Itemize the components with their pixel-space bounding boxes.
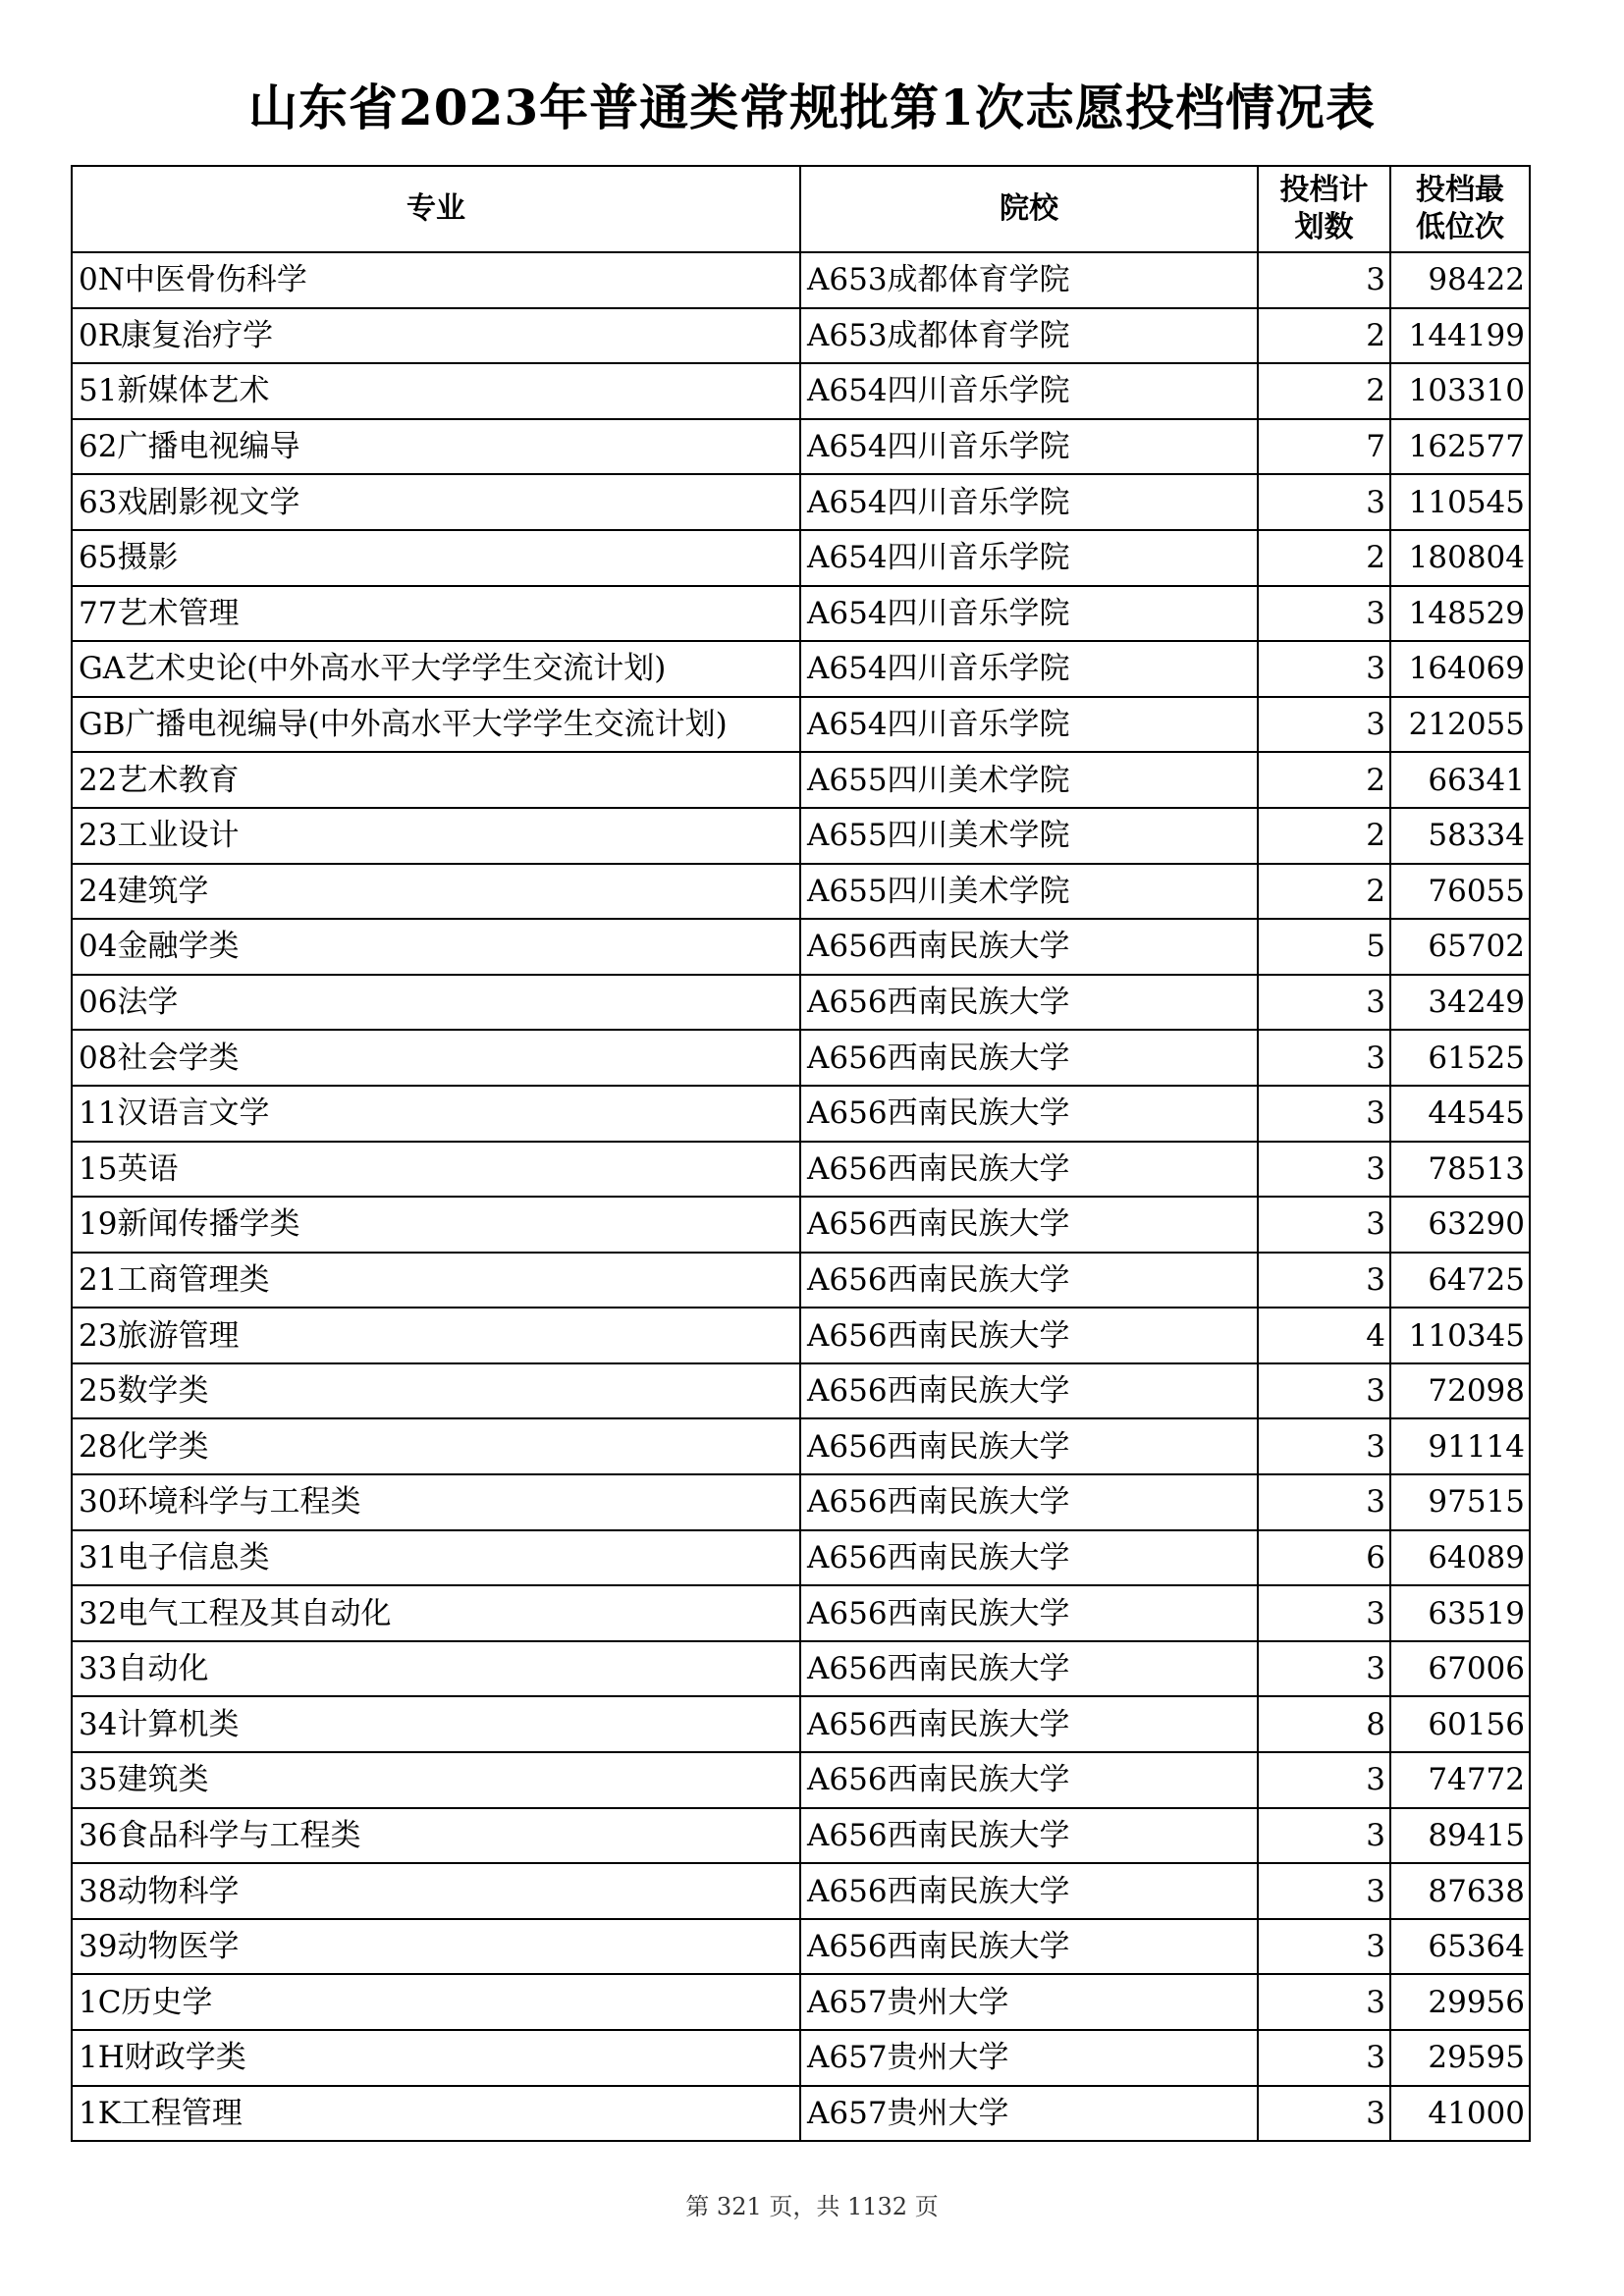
min-rank-cell: 110545 (1390, 474, 1530, 530)
school-cell: A656西南民族大学 (800, 1086, 1258, 1142)
table-row (72, 2030, 1530, 2086)
plan-count-cell: 3 (1258, 474, 1390, 530)
table-row (72, 1253, 1530, 1308)
plan-count-cell: 3 (1258, 1919, 1390, 1975)
header-rank-line1: 投档最 (1416, 173, 1504, 207)
school-cell: A655四川美术学院 (800, 808, 1258, 864)
table-row (72, 586, 1530, 642)
min-rank-cell: 63290 (1390, 1197, 1530, 1253)
school-cell: A656西南民族大学 (800, 1752, 1258, 1808)
header-school: 院校 (800, 166, 1258, 252)
table-row (72, 1363, 1530, 1419)
table-row (72, 363, 1530, 419)
school-cell: A654四川音乐学院 (800, 586, 1258, 642)
major-cell: 34计算机类 (72, 1696, 800, 1752)
plan-count-cell: 2 (1258, 530, 1390, 586)
min-rank-cell: 162577 (1390, 419, 1530, 475)
plan-count-cell: 3 (1258, 1086, 1390, 1142)
school-cell: A656西南民族大学 (800, 1197, 1258, 1253)
major-cell: 32电气工程及其自动化 (72, 1585, 800, 1641)
major-cell: 22艺术教育 (72, 752, 800, 808)
table-row (72, 1863, 1530, 1919)
table-row (72, 252, 1530, 308)
min-rank-cell: 64089 (1390, 1530, 1530, 1586)
plan-count-cell: 7 (1258, 419, 1390, 475)
major-cell: 21工商管理类 (72, 1253, 800, 1308)
table-row (72, 1696, 1530, 1752)
table-row (72, 1808, 1530, 1864)
major-cell: 04金融学类 (72, 919, 800, 975)
major-cell: 38动物科学 (72, 1863, 800, 1919)
plan-count-cell: 3 (1258, 1030, 1390, 1086)
min-rank-cell: 66341 (1390, 752, 1530, 808)
table-row (72, 1197, 1530, 1253)
min-rank-cell: 44545 (1390, 1086, 1530, 1142)
plan-count-cell: 3 (1258, 1363, 1390, 1419)
major-cell: 39动物医学 (72, 1919, 800, 1975)
admission-table (71, 165, 1531, 2142)
school-cell: A654四川音乐学院 (800, 641, 1258, 697)
min-rank-cell: 144199 (1390, 308, 1530, 364)
min-rank-cell: 65702 (1390, 919, 1530, 975)
major-cell: GA艺术史论(中外高水平大学学生交流计划) (72, 641, 800, 697)
major-cell: 36食品科学与工程类 (72, 1808, 800, 1864)
school-cell: A656西南民族大学 (800, 1418, 1258, 1474)
school-cell: A656西南民族大学 (800, 919, 1258, 975)
school-cell: A654四川音乐学院 (800, 419, 1258, 475)
major-cell: 30环境科学与工程类 (72, 1474, 800, 1530)
table-row (72, 808, 1530, 864)
school-cell: A654四川音乐学院 (800, 697, 1258, 753)
table-row (72, 530, 1530, 586)
major-cell: 51新媒体艺术 (72, 363, 800, 419)
header-plan-count (1258, 166, 1390, 252)
min-rank-cell: 34249 (1390, 975, 1530, 1031)
min-rank-cell: 29595 (1390, 2030, 1530, 2086)
min-rank-cell: 67006 (1390, 1641, 1530, 1697)
min-rank-cell: 148529 (1390, 586, 1530, 642)
table-row (72, 419, 1530, 475)
school-cell: A657贵州大学 (800, 2030, 1258, 2086)
min-rank-cell: 91114 (1390, 1418, 1530, 1474)
min-rank-cell: 89415 (1390, 1808, 1530, 1864)
school-cell: A656西南民族大学 (800, 1363, 1258, 1419)
table-row (72, 1919, 1530, 1975)
plan-count-cell: 3 (1258, 2086, 1390, 2142)
min-rank-cell: 65364 (1390, 1919, 1530, 1975)
plan-count-cell: 3 (1258, 1641, 1390, 1697)
table-row (72, 1418, 1530, 1474)
major-cell: 25数学类 (72, 1363, 800, 1419)
plan-count-cell: 3 (1258, 1197, 1390, 1253)
table-row (72, 1030, 1530, 1086)
major-cell: 33自动化 (72, 1641, 800, 1697)
page-title: 山东省2023年普通类常规批第1次志愿投档情况表 (248, 79, 1376, 136)
plan-count-cell: 8 (1258, 1696, 1390, 1752)
header-plan-line1: 投档计 (1279, 173, 1369, 207)
min-rank-cell: 74772 (1390, 1752, 1530, 1808)
plan-count-cell: 3 (1258, 1752, 1390, 1808)
major-cell: 1C历史学 (72, 1974, 800, 2030)
table-row (72, 1308, 1530, 1363)
school-cell: A657贵州大学 (800, 1974, 1258, 2030)
page-footer: 第 321 页，共 1132 页 (685, 2193, 939, 2220)
table-row (72, 864, 1530, 920)
major-cell: 31电子信息类 (72, 1530, 800, 1586)
major-cell: 77艺术管理 (72, 586, 800, 642)
major-cell: 08社会学类 (72, 1030, 800, 1086)
plan-count-cell: 3 (1258, 697, 1390, 753)
plan-count-cell: 3 (1258, 252, 1390, 308)
table-row (72, 919, 1530, 975)
school-cell: A656西南民族大学 (800, 1641, 1258, 1697)
table-row (72, 1530, 1530, 1586)
min-rank-cell: 41000 (1390, 2086, 1530, 2142)
major-cell: 0N中医骨伤科学 (72, 252, 800, 308)
major-cell: 24建筑学 (72, 864, 800, 920)
school-cell: A656西南民族大学 (800, 1030, 1258, 1086)
school-cell: A656西南民族大学 (800, 1808, 1258, 1864)
major-cell: 15英语 (72, 1142, 800, 1198)
school-cell: A654四川音乐学院 (800, 530, 1258, 586)
table-row (72, 1585, 1530, 1641)
table-row (72, 1474, 1530, 1530)
school-cell: A656西南民族大学 (800, 1308, 1258, 1363)
major-cell: 06法学 (72, 975, 800, 1031)
header-min-rank (1390, 166, 1530, 252)
plan-count-cell: 3 (1258, 1974, 1390, 2030)
min-rank-cell: 76055 (1390, 864, 1530, 920)
min-rank-cell: 29956 (1390, 1974, 1530, 2030)
table-row (72, 474, 1530, 530)
plan-count-cell: 3 (1258, 1253, 1390, 1308)
table-row (72, 1974, 1530, 2030)
min-rank-cell: 64725 (1390, 1253, 1530, 1308)
school-cell: A654四川音乐学院 (800, 474, 1258, 530)
table-header-row (72, 166, 1530, 252)
school-cell: A656西南民族大学 (800, 1696, 1258, 1752)
min-rank-cell: 103310 (1390, 363, 1530, 419)
school-cell: A656西南民族大学 (800, 1863, 1258, 1919)
major-cell: 23工业设计 (72, 808, 800, 864)
school-cell: A657贵州大学 (800, 2086, 1258, 2142)
min-rank-cell: 97515 (1390, 1474, 1530, 1530)
table-row (72, 752, 1530, 808)
school-cell: A654四川音乐学院 (800, 363, 1258, 419)
major-cell: 65摄影 (72, 530, 800, 586)
header-major: 专业 (72, 166, 800, 252)
major-cell: 1K工程管理 (72, 2086, 800, 2142)
min-rank-cell: 63519 (1390, 1585, 1530, 1641)
min-rank-cell: 87638 (1390, 1863, 1530, 1919)
table-row (72, 1086, 1530, 1142)
table-row (72, 641, 1530, 697)
school-cell: A656西南民族大学 (800, 1919, 1258, 1975)
min-rank-cell: 61525 (1390, 1030, 1530, 1086)
plan-count-cell: 3 (1258, 2030, 1390, 2086)
major-cell: 11汉语言文学 (72, 1086, 800, 1142)
plan-count-cell: 3 (1258, 1863, 1390, 1919)
plan-count-cell: 3 (1258, 1418, 1390, 1474)
major-cell: 35建筑类 (72, 1752, 800, 1808)
header-plan-line2: 划数 (1294, 210, 1354, 244)
school-cell: A656西南民族大学 (800, 1253, 1258, 1308)
plan-count-cell: 3 (1258, 641, 1390, 697)
major-cell: 0R康复治疗学 (72, 308, 800, 364)
plan-count-cell: 2 (1258, 308, 1390, 364)
min-rank-cell: 58334 (1390, 808, 1530, 864)
min-rank-cell: 60156 (1390, 1696, 1530, 1752)
table-row (72, 308, 1530, 364)
table-row (72, 1142, 1530, 1198)
major-cell: 19新闻传播学类 (72, 1197, 800, 1253)
plan-count-cell: 2 (1258, 864, 1390, 920)
min-rank-cell: 98422 (1390, 252, 1530, 308)
plan-count-cell: 3 (1258, 975, 1390, 1031)
major-cell: 23旅游管理 (72, 1308, 800, 1363)
table-row (72, 975, 1530, 1031)
min-rank-cell: 212055 (1390, 697, 1530, 753)
major-cell: 28化学类 (72, 1418, 800, 1474)
major-cell: 63戏剧影视文学 (72, 474, 800, 530)
school-cell: A656西南民族大学 (800, 975, 1258, 1031)
major-cell: 62广播电视编导 (72, 419, 800, 475)
plan-count-cell: 4 (1258, 1308, 1390, 1363)
table-row (72, 1641, 1530, 1697)
table-body (72, 252, 1530, 2141)
min-rank-cell: 180804 (1390, 530, 1530, 586)
plan-count-cell: 6 (1258, 1530, 1390, 1586)
school-cell: A656西南民族大学 (800, 1585, 1258, 1641)
plan-count-cell: 2 (1258, 752, 1390, 808)
table-row (72, 1752, 1530, 1808)
plan-count-cell: 3 (1258, 1474, 1390, 1530)
major-cell: 1H财政学类 (72, 2030, 800, 2086)
school-cell: A653成都体育学院 (800, 252, 1258, 308)
school-cell: A655四川美术学院 (800, 864, 1258, 920)
plan-count-cell: 2 (1258, 363, 1390, 419)
school-cell: A655四川美术学院 (800, 752, 1258, 808)
plan-count-cell: 3 (1258, 586, 1390, 642)
table-row (72, 697, 1530, 753)
school-cell: A656西南民族大学 (800, 1530, 1258, 1586)
min-rank-cell: 164069 (1390, 641, 1530, 697)
min-rank-cell: 78513 (1390, 1142, 1530, 1198)
plan-count-cell: 3 (1258, 1808, 1390, 1864)
school-cell: A653成都体育学院 (800, 308, 1258, 364)
school-cell: A656西南民族大学 (800, 1474, 1258, 1530)
table-row (72, 2086, 1530, 2142)
major-cell: GB广播电视编导(中外高水平大学学生交流计划) (72, 697, 800, 753)
plan-count-cell: 3 (1258, 1585, 1390, 1641)
school-cell: A656西南民族大学 (800, 1142, 1258, 1198)
plan-count-cell: 2 (1258, 808, 1390, 864)
plan-count-cell: 5 (1258, 919, 1390, 975)
plan-count-cell: 3 (1258, 1142, 1390, 1198)
header-rank-line2: 低位次 (1416, 210, 1504, 244)
min-rank-cell: 72098 (1390, 1363, 1530, 1419)
min-rank-cell: 110345 (1390, 1308, 1530, 1363)
